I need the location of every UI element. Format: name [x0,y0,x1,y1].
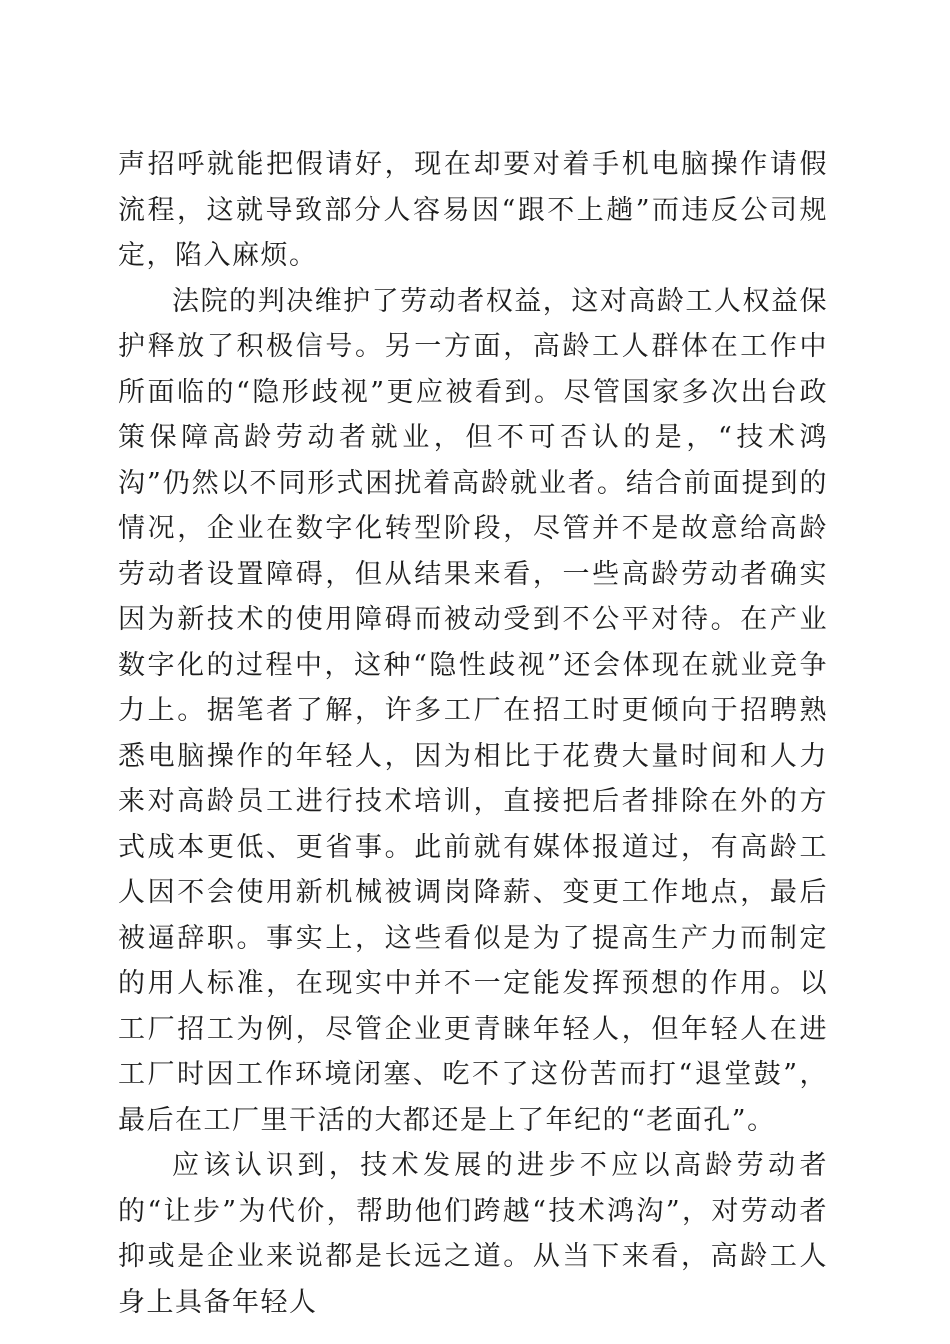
paragraph-continuation: 声招呼就能把假请好，现在却要对着手机电脑操作请假流程，这就导致部分人容易因“跟不上趟”而违反公司规定，陷入麻烦。 [118,149,828,271]
paragraph-court-ruling: 法院的判决维护了劳动者权益，这对高龄工人权益保护释放了积极信号。另一方面，高龄工人群体在工作中所面临的“隐形歧视”更应被看到。尽管国家多次出台政策保障高龄劳动者就业，但不可否认的是，“技术鸿沟”仍然以不同形式困扰着高龄就业者。结合前面提到的情况，企业在数字化转型阶段，尽管并不是故意给高龄劳动者设置障碍，但从结果来看，一些高龄劳动者确实因为新技术的使用障碍而被动受到不公平对待。在产业数字化的过程中，这种“隐性歧视”还会体现在就业竞争力上。据笔者了解，许多工厂在招工时更倾向于招聘熟悉电脑操作的年轻人，因为相比于花费大量时间和人力来对高龄员工进行技术培训，直接把后者排除在外的方式成本更低、更省事。此前就有媒体报道过，有高龄工人因不会使用新机械被调岗降薪、变更工作地点，最后被逼辞职。事实上，这些看似是为了提高生产力而制定的用人标准，在现实中并不一定能发挥预想的作用。以工厂招工为例，尽管企业更青睐年轻人，但年轻人在进工厂时因工作环境闭塞、吃不了这份苦而打“退堂鼓”，最后在工厂里干活的大都还是上了年纪的“老面孔”。 [118,285,828,1136]
paragraph-conclusion: 应该认识到，技术发展的进步不应以高龄劳动者的“让步”为代价，帮助他们跨越“技术鸿沟”，对劳动者抑或是企业来说都是长远之道。从当下来看，高龄工人身上具备年轻人 [118,1150,828,1318]
document-body [118,142,828,1325]
